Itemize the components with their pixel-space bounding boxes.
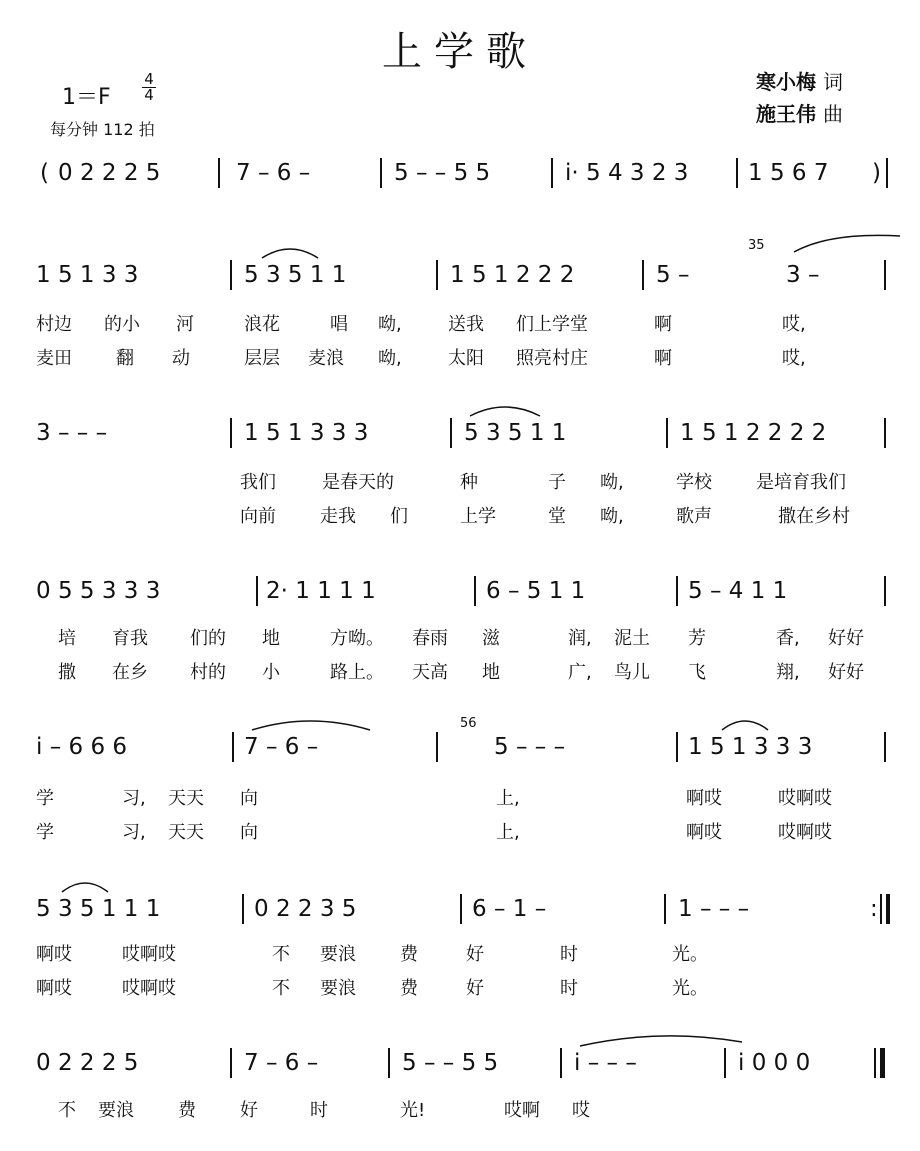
lyric: 不: [272, 978, 290, 999]
intro-measure: 0 2 2 2 5: [58, 160, 161, 186]
lyric: 是培育我们: [756, 472, 846, 493]
lyric: 芳: [688, 628, 706, 649]
lyric: 呦,: [600, 506, 624, 527]
lyrics-verse-1: [0, 624, 920, 654]
notation-line-4: [0, 716, 920, 774]
lyric: 麦田: [36, 348, 72, 369]
lyric: 上,: [496, 822, 520, 843]
notation-line-5: [0, 896, 920, 936]
lyric: 浪花: [244, 314, 280, 335]
lyric: 啊哎: [686, 788, 722, 809]
lyric: 啊: [654, 348, 672, 369]
lyric: 地: [482, 662, 500, 683]
intro-measure: i· 5 4 3 2 3: [565, 160, 689, 186]
measure: 5 – 4 1 1: [688, 578, 788, 604]
lyric: 好: [466, 944, 484, 965]
lyric: 上学: [460, 506, 496, 527]
measure: 1 5 1 3 3: [36, 262, 139, 288]
lyrics-verse-1: [0, 468, 920, 498]
lyric: 子: [548, 472, 566, 493]
lyric: 飞: [688, 662, 706, 683]
slur: [262, 249, 318, 258]
lyric: 不: [272, 944, 290, 965]
lyric: 习,: [122, 822, 146, 843]
lyric: 在乡: [112, 662, 148, 683]
tempo-marking: 每分钟 112 拍: [50, 120, 155, 139]
lyric: 呦,: [378, 348, 402, 369]
composer-role: 曲: [822, 102, 843, 126]
lyric: 哎: [572, 1100, 590, 1121]
measure: 0 5 5 3 3 3: [36, 578, 161, 604]
measure: i 0 0 0: [738, 1050, 811, 1076]
measure: 1 – – –: [678, 896, 750, 922]
lyric: 路上。: [330, 662, 384, 683]
lyric: 广,: [568, 662, 592, 683]
lyrics-verse-1: [0, 940, 920, 970]
lyric: 学校: [676, 472, 712, 493]
lyric: 春雨: [412, 628, 448, 649]
lyric: 啊哎: [36, 978, 72, 999]
lyrics-verse-1: [0, 310, 920, 340]
intro-line: [0, 160, 920, 200]
lyric: 们的: [190, 628, 226, 649]
lyric: 撒: [58, 662, 76, 683]
lyric: 麦浪: [308, 348, 344, 369]
lyric: 太阳: [448, 348, 484, 369]
measure: 2· 1 1 1 1: [266, 578, 376, 604]
slur: [580, 1036, 742, 1046]
measure: i – – –: [574, 1050, 637, 1076]
lyricist-name: 寒小梅: [756, 70, 816, 94]
lyric: 鸟儿: [614, 662, 650, 683]
intro-measure: 1 5 6 7: [748, 160, 829, 186]
lyric: 时: [560, 944, 578, 965]
grace-notes: 35: [748, 238, 765, 253]
lyric: 走我: [320, 506, 356, 527]
lyric: 们: [390, 506, 408, 527]
lyric: 动: [172, 348, 190, 369]
intro-measure: 7 – 6 –: [236, 160, 311, 186]
lyric: 村边: [36, 314, 72, 335]
measure: 7 – 6 –: [244, 734, 319, 760]
lyrics-verse-2: [0, 658, 920, 688]
measure: 5 –: [656, 262, 690, 288]
lyric: 向: [240, 788, 258, 809]
lyric: 好好: [828, 628, 864, 649]
measure: 0 2 2 3 5: [254, 896, 357, 922]
time-signature-top: 4: [144, 70, 154, 88]
lyric: 村的: [190, 662, 226, 683]
slur: [470, 407, 540, 416]
lyric: 撒在乡村: [778, 506, 850, 527]
intro-measure: 5 – – 5 5: [394, 160, 491, 186]
lyric: 照亮村庄: [516, 348, 588, 369]
measure: 1 5 1 3 3 3: [688, 734, 813, 760]
lyric: 是春天的: [322, 472, 394, 493]
lyric: 歌声: [676, 506, 712, 527]
lyric: 费: [400, 978, 418, 999]
lyric: 向前: [240, 506, 276, 527]
lyric: 天高: [412, 662, 448, 683]
measure: 5 3 5 1 1: [244, 262, 347, 288]
slur: [252, 721, 370, 730]
composer-credit: [756, 98, 843, 127]
lyric: 时: [560, 978, 578, 999]
measure: 1 5 1 2 2 2: [450, 262, 575, 288]
measure: 5 – – –: [494, 734, 566, 760]
notation-line-3: [0, 578, 920, 618]
lyric: 香,: [776, 628, 800, 649]
lyric: 哎啊哎: [122, 978, 176, 999]
lyrics-verse-2: [0, 344, 920, 374]
composer-name: 施王伟: [756, 102, 816, 126]
lyricist-role: 词: [822, 70, 843, 94]
measure: 3 – – –: [36, 420, 108, 446]
measure: 1 5 1 2 2 2 2: [680, 420, 827, 446]
lyric: 费: [400, 944, 418, 965]
measure: 5 3 5 1 1 1: [36, 896, 161, 922]
lyric: 要浪: [98, 1100, 134, 1121]
lyric: 天天: [168, 788, 204, 809]
lyric: 送我: [448, 314, 484, 335]
lyric: 上,: [496, 788, 520, 809]
lyric: 光。: [672, 978, 708, 999]
lyric: 哎,: [782, 348, 806, 369]
lyric: 啊哎: [686, 822, 722, 843]
lyric: 泥土: [614, 628, 650, 649]
lyric: 学: [36, 822, 54, 843]
lyric: 唱: [330, 314, 348, 335]
measure: 6 – 5 1 1: [486, 578, 586, 604]
lyric: 我们: [240, 472, 276, 493]
lyric: 地: [262, 628, 280, 649]
lyrics-verse-1: [0, 1096, 920, 1126]
lyric: 育我: [112, 628, 148, 649]
lyric: 翻: [116, 348, 134, 369]
lyric: 培: [58, 628, 76, 649]
measure: 5 – – 5 5: [402, 1050, 499, 1076]
lyrics-verse-2: [0, 502, 920, 532]
lyric: 河: [176, 314, 194, 335]
lyric: 向: [240, 822, 258, 843]
measure: 5 3 5 1 1: [464, 420, 567, 446]
slur: [62, 883, 108, 892]
measure: 7 – 6 –: [244, 1050, 319, 1076]
intro-close-paren: ): [872, 160, 881, 186]
lyric: 滋: [482, 628, 500, 649]
measure: 3 –: [786, 262, 820, 288]
notation-line-2: [0, 420, 920, 460]
lyric: 费: [178, 1100, 196, 1121]
lyrics-verse-2: [0, 818, 920, 848]
lyric: 好: [466, 978, 484, 999]
lyric: 润,: [568, 628, 592, 649]
lyric: 学: [36, 788, 54, 809]
intro-open-paren: (: [40, 160, 49, 186]
notation-line-6: [0, 1050, 920, 1090]
lyric: 翔,: [776, 662, 800, 683]
lyric: 呦,: [600, 472, 624, 493]
measure: i – 6 6 6: [36, 734, 128, 760]
lyricist-credit: [756, 66, 843, 95]
lyric: 小: [262, 662, 280, 683]
notation-line-1: [0, 238, 920, 302]
lyric: 啊哎: [36, 944, 72, 965]
slur: [722, 721, 768, 730]
lyric: 不: [58, 1100, 76, 1121]
lyric: 啊: [654, 314, 672, 335]
lyric: 光。: [672, 944, 708, 965]
lyric: 堂: [548, 506, 566, 527]
lyric: 哎,: [782, 314, 806, 335]
lyric: 种: [460, 472, 478, 493]
lyric: 天天: [168, 822, 204, 843]
measure: 6 – 1 –: [472, 896, 547, 922]
measure: 1 5 1 3 3 3: [244, 420, 369, 446]
lyric: 哎啊哎: [122, 944, 176, 965]
lyric: 好: [240, 1100, 258, 1121]
slur: [794, 235, 900, 252]
measure: 0 2 2 2 5: [36, 1050, 139, 1076]
grace-notes: 56: [460, 716, 477, 731]
lyric: 光!: [400, 1100, 426, 1121]
lyric: 的小: [104, 314, 140, 335]
lyric: 呦,: [378, 314, 402, 335]
lyric: 方呦。: [330, 628, 384, 649]
lyric: 要浪: [320, 944, 356, 965]
time-signature: [142, 72, 156, 103]
lyric: 哎啊: [504, 1100, 540, 1121]
lyric: 哎啊哎: [778, 788, 832, 809]
key-signature: 1＝F: [62, 85, 111, 110]
song-title: 上学歌: [382, 29, 538, 75]
lyric: 们上学堂: [516, 314, 588, 335]
lyrics-verse-1: [0, 784, 920, 814]
lyric: 层层: [244, 348, 280, 369]
lyric: 时: [310, 1100, 328, 1121]
lyric: 哎啊哎: [778, 822, 832, 843]
lyrics-verse-2: [0, 974, 920, 1004]
repeat-dots: :: [870, 896, 878, 922]
lyric: 好好: [828, 662, 864, 683]
time-signature-bottom: 4: [142, 87, 156, 103]
lyric: 要浪: [320, 978, 356, 999]
lyric: 习,: [122, 788, 146, 809]
